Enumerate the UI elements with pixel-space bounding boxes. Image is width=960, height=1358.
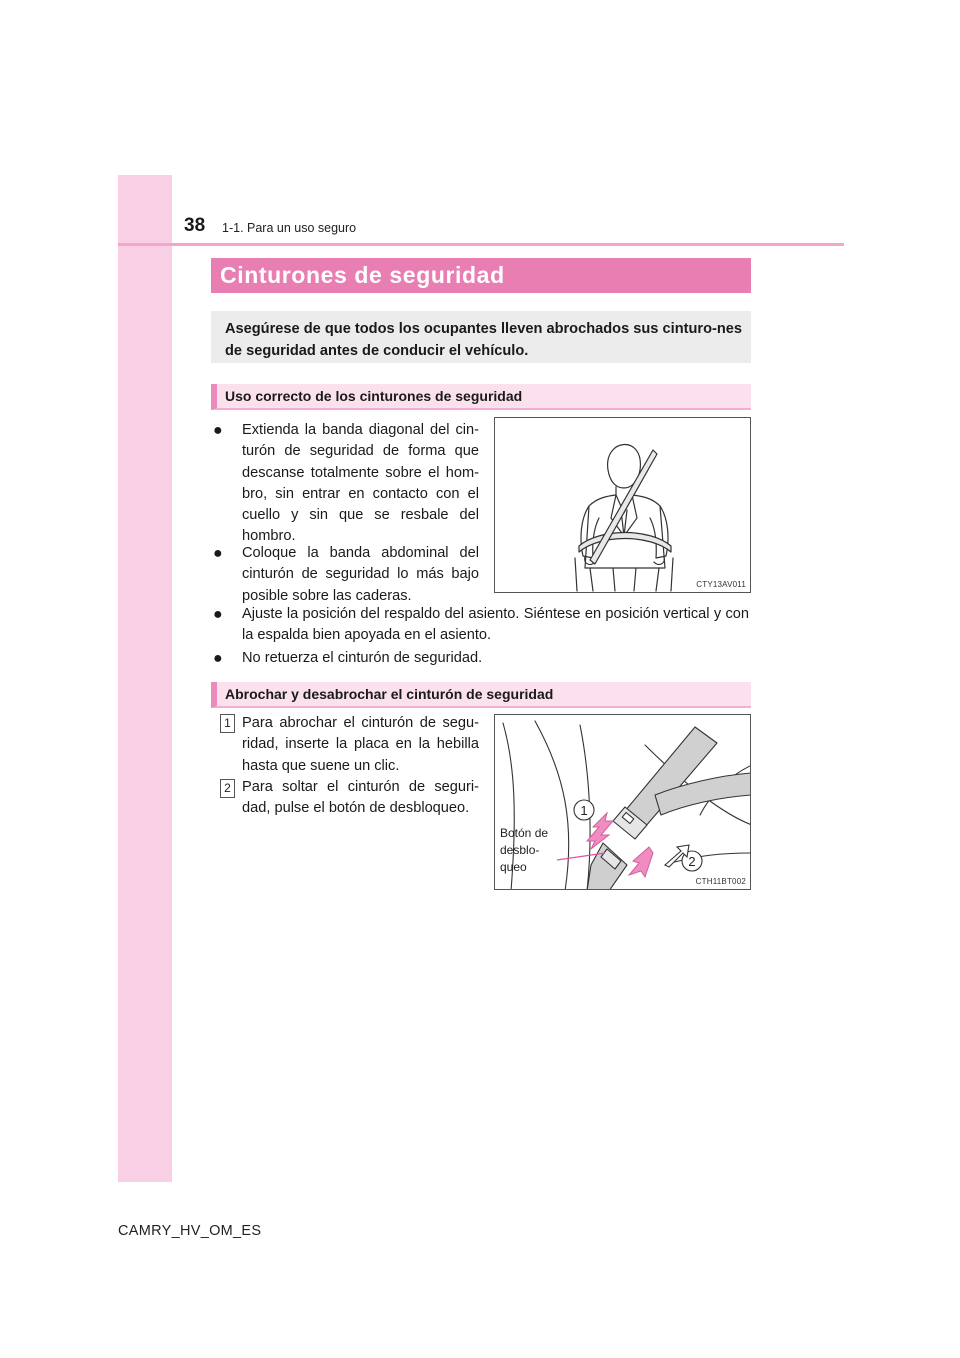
bullet-icon: ● <box>213 606 223 623</box>
figure-code: CTH11BT002 <box>695 877 746 886</box>
section-heading-fasten: Abrochar y desabrochar el cinturón de seguridad <box>211 682 751 708</box>
release-button-label <box>500 825 548 876</box>
intro-box: Asegúrese de que todos los ocupantes lleven abrochados sus cinturo-nes de seguridad antes de conducir el vehículo. <box>211 311 751 363</box>
bullet-text: No retuerza el cinturón de seguridad. <box>242 650 483 666</box>
header-rule <box>118 243 844 246</box>
insert-arrow-icon <box>587 813 613 849</box>
section-heading-correct-use: Uso correcto de los cinturones de seguridad <box>211 384 751 410</box>
step-text: Para soltar el cinturón de seguri-dad, pulse el botón de desbloqueo. <box>242 779 479 817</box>
running-head: 1-1. Para un uso seguro <box>222 221 357 235</box>
bullet-item <box>213 420 479 548</box>
figure-seated-person <box>494 417 751 593</box>
bullet-item <box>213 543 479 607</box>
bullet-icon: ● <box>213 650 223 667</box>
callout-1: 1 <box>580 803 588 818</box>
release-arrow-icon <box>629 847 653 877</box>
label-line: Botón de <box>500 826 549 840</box>
label-line: desblo- <box>500 843 540 857</box>
step-text: Para abrochar el cinturón de segu-ridad, inserte la placa en la hebilla hasta que suene un clic. <box>242 715 479 774</box>
label-line: queo <box>500 860 527 874</box>
bullet-icon: ● <box>213 545 223 562</box>
bullet-item <box>213 604 749 647</box>
bullet-text: Extienda la banda diagonal del cin-turón de seguridad de forma que descanse totalmente sobre el hom-bro, sin entrar en contacto con el cuello y sin que se resbale del hombro. <box>242 422 479 545</box>
seated-person-illustration <box>495 418 751 593</box>
page-title: Cinturones de seguridad <box>211 258 751 293</box>
bullet-icon: ● <box>213 422 223 439</box>
callout-2: 2 <box>688 854 696 869</box>
page-number: 38 <box>184 215 206 236</box>
figure-code: CTY13AV011 <box>696 580 746 589</box>
step-number-icon: 2 <box>220 779 235 798</box>
bullet-text: Ajuste la posición del respaldo del asiento. Siéntese en posición vertical y con la espalda bien apoyada en el asiento. <box>242 606 749 644</box>
bullet-text: Coloque la banda abdominal del cinturón de seguridad lo más bajo posible sobre las caderas. <box>242 545 479 604</box>
bullet-item <box>213 648 749 669</box>
side-tab <box>118 175 172 1182</box>
footer-code: CAMRY_HV_OM_ES <box>118 1223 262 1239</box>
figure-buckle <box>494 714 751 890</box>
step-number-icon: 1 <box>220 714 235 733</box>
